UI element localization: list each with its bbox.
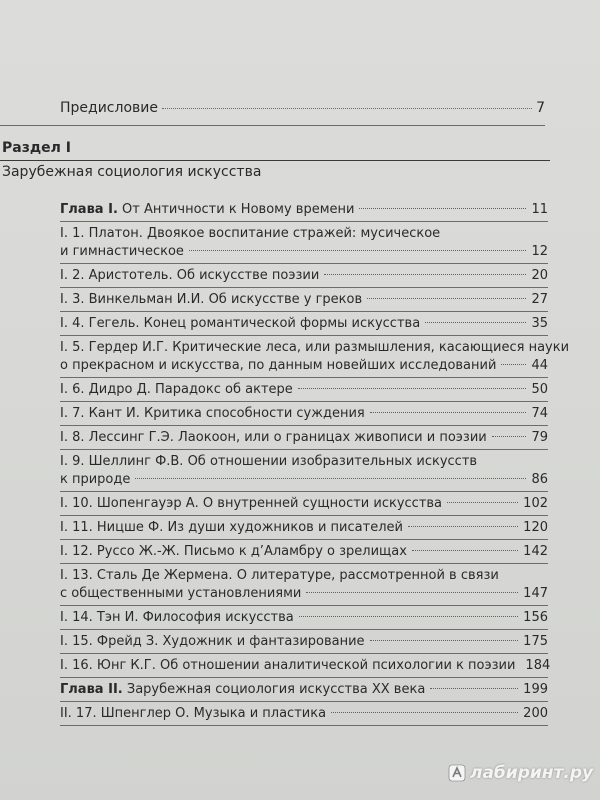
toc-entry-lastline (60, 519, 548, 537)
toc-entry-page: 156 (523, 610, 548, 625)
toc-entry-page: 184 (525, 658, 551, 673)
toc-entry-text: I. 14. Тэн И. Философия искусства (60, 610, 294, 625)
toc-entry-page: 199 (523, 682, 548, 697)
toc-entry-page: 79 (531, 430, 548, 445)
toc-entry-page: 20 (531, 268, 548, 283)
toc-entry-text: I. 12. Руссо Ж.-Ж. Письмо к д’Аламбру о зрелищах (60, 544, 407, 559)
toc-entry-line: I. 5. Гердер И.Г. Критические леса, или размышления, касающиеся науки (60, 340, 570, 355)
toc-entry-page: 147 (523, 586, 548, 601)
dot-leader (298, 388, 527, 389)
toc-entry-lastline (60, 681, 548, 699)
toc-entry-title (60, 381, 293, 399)
watermark (448, 763, 593, 783)
toc-entry-text: и гимнастическое (60, 244, 184, 259)
chapter-label: Глава II. (60, 682, 123, 697)
toc-entry-page: 175 (523, 634, 548, 649)
toc-entry-text: I. 16. Юнг К.Г. Об отношении аналитической психологии к поэзии (60, 658, 516, 673)
toc-entry (60, 264, 548, 288)
toc-entry-line: I. 1. Платон. Двоякое воспитание стражей: мусическое (60, 226, 441, 241)
dot-leader (359, 208, 526, 209)
dot-leader (324, 274, 526, 275)
toc-entry (60, 654, 551, 678)
toc-entry-lastline (60, 201, 548, 219)
toc-entry-lastline (60, 495, 548, 513)
toc-entry-text: I. 15. Фрейд З. Художник и фантазирование (60, 634, 365, 649)
bleed-through-text (470, 8, 474, 30)
toc-entry-text: От Античности к Новому времени (122, 202, 355, 217)
toc-entry-title (60, 267, 319, 285)
chapter-label: Глава I. (60, 202, 118, 217)
toc-entry (60, 678, 548, 702)
toc-entry (60, 402, 548, 426)
toc-entry-lastline (60, 405, 548, 423)
toc-entry-page: 11 (531, 202, 548, 217)
dot-leader (430, 688, 518, 689)
toc-entry-page: 44 (531, 358, 548, 373)
toc-entry (60, 426, 548, 450)
toc-entry-title (60, 705, 326, 723)
toc-entry-page: 200 (523, 706, 548, 721)
toc-entry-title (60, 585, 301, 603)
toc-entry-lastline (60, 243, 548, 261)
toc-entry-title (60, 243, 184, 261)
dot-leader (189, 250, 527, 251)
toc-entry-lastline (60, 657, 551, 675)
dot-leader (447, 502, 518, 503)
section-subtitle: Зарубежная социология искусства (2, 164, 262, 180)
toc-entry-text: I. 3. Винкельман И.И. Об искусстве у греков (60, 292, 363, 307)
toc-entry-text: I. 6. Дидро Д. Парадокс об актере (60, 382, 293, 397)
dot-leader (425, 322, 526, 323)
section-label: Раздел I (2, 140, 71, 156)
toc-entry-line: I. 13. Сталь Де Жермена. О литературе, рассмотренной в связи (60, 568, 499, 583)
toc-entry-lastline (60, 585, 548, 603)
toc-entry-line: I. 9. Шеллинг Ф.В. Об отношении изобразительных искусств (60, 454, 478, 469)
toc-entry (60, 606, 548, 630)
toc-entry-lastline (60, 267, 548, 285)
dot-leader (331, 712, 518, 713)
toc-entry-text: с общественными установлениями (60, 586, 302, 601)
toc-entry (60, 630, 548, 654)
dot-leader (162, 108, 532, 109)
toc-entry-title (60, 495, 442, 513)
toc-entry-title (60, 201, 354, 219)
toc-entry-lastline (60, 609, 548, 627)
dot-leader (408, 526, 518, 527)
toc-entry-title (60, 681, 425, 699)
toc-entry-title (60, 291, 362, 309)
toc-entry-lastline (60, 291, 548, 309)
toc-entry-text: II. 17. Шпенглер О. Музыка и пластика (60, 706, 327, 721)
toc-entry-lastline (60, 543, 548, 561)
toc-entry-page: 35 (531, 316, 548, 331)
toc-entry-text: к природе (60, 472, 131, 487)
toc-entry-page: 142 (523, 544, 548, 559)
preface-page: 7 (536, 100, 545, 116)
toc-entry-text: I. 8. Лессинг Г.Э. Лаокоон, или о границах живописи и поэзии (60, 430, 487, 445)
toc-entry (60, 336, 570, 378)
dot-leader (370, 640, 519, 641)
toc-entry-text: I. 7. Кант И. Критика способности суждения (60, 406, 365, 421)
toc-entry (60, 378, 548, 402)
toc-entry-text: Зарубежная социология искусства XX века (126, 682, 426, 697)
dot-leader (306, 592, 518, 593)
toc-entry-page: 50 (531, 382, 548, 397)
dot-leader (367, 298, 526, 299)
toc-entry-lastline (60, 381, 548, 399)
toc-entry-text: I. 4. Гегель. Конец романтической формы искусства (60, 316, 421, 331)
toc-entry (60, 516, 548, 540)
toc-entry-title (60, 633, 365, 651)
toc-entry (60, 198, 548, 222)
toc-entry-text: I. 11. Ницше Ф. Из души художников и писателей (60, 520, 403, 535)
toc-entry-page: 27 (531, 292, 548, 307)
table-of-contents (60, 198, 570, 726)
toc-entry-text: I. 2. Аристотель. Об искусстве поэзии (60, 268, 320, 283)
toc-entry-title (60, 405, 365, 423)
toc-entry-lastline (60, 357, 548, 375)
toc-entry (60, 702, 548, 726)
toc-entry (60, 312, 548, 336)
toc-entry-page: 120 (523, 520, 548, 535)
toc-entry (60, 450, 548, 492)
toc-entry-page: 12 (531, 244, 548, 259)
toc-entry-page: 74 (531, 406, 548, 421)
toc-entry-text: о прекрасном и искусства, по данным новейших исследований (60, 358, 497, 373)
divider (0, 160, 550, 161)
toc-entry (60, 492, 548, 516)
toc-entry (60, 222, 548, 264)
toc-entry-title (60, 315, 420, 333)
toc-entry-title (60, 657, 515, 675)
toc-entry-lastline (60, 633, 548, 651)
toc-entry-lastline (60, 429, 548, 447)
toc-entry-lastline (60, 705, 548, 723)
dot-leader (370, 412, 527, 413)
toc-entry-title (60, 357, 496, 375)
toc-entry-lastline (60, 315, 548, 333)
toc-preface (60, 100, 545, 116)
divider (0, 125, 545, 126)
toc-entry (60, 540, 548, 564)
toc-entry (60, 288, 548, 312)
preface-title: Предисловие (60, 100, 158, 116)
toc-entry-lastline (60, 471, 548, 489)
toc-entry-title (60, 519, 403, 537)
toc-entry-title (60, 609, 294, 627)
toc-entry-page: 102 (523, 496, 548, 511)
dot-leader (135, 478, 526, 479)
dot-leader (299, 616, 518, 617)
toc-entry-title (60, 471, 130, 489)
toc-entry-title (60, 543, 407, 561)
dot-leader (501, 364, 526, 365)
toc-entry-title (60, 429, 487, 447)
toc-entry-text: I. 10. Шопенгауэр А. О внутренней сущности искусства (60, 496, 443, 511)
toc-entry (60, 564, 548, 606)
watermark-text: лабиринт.ру (470, 763, 594, 783)
dot-leader (492, 436, 527, 437)
toc-entry-page: 86 (531, 472, 548, 487)
dot-leader (412, 550, 518, 551)
labirint-logo-icon (448, 764, 466, 782)
